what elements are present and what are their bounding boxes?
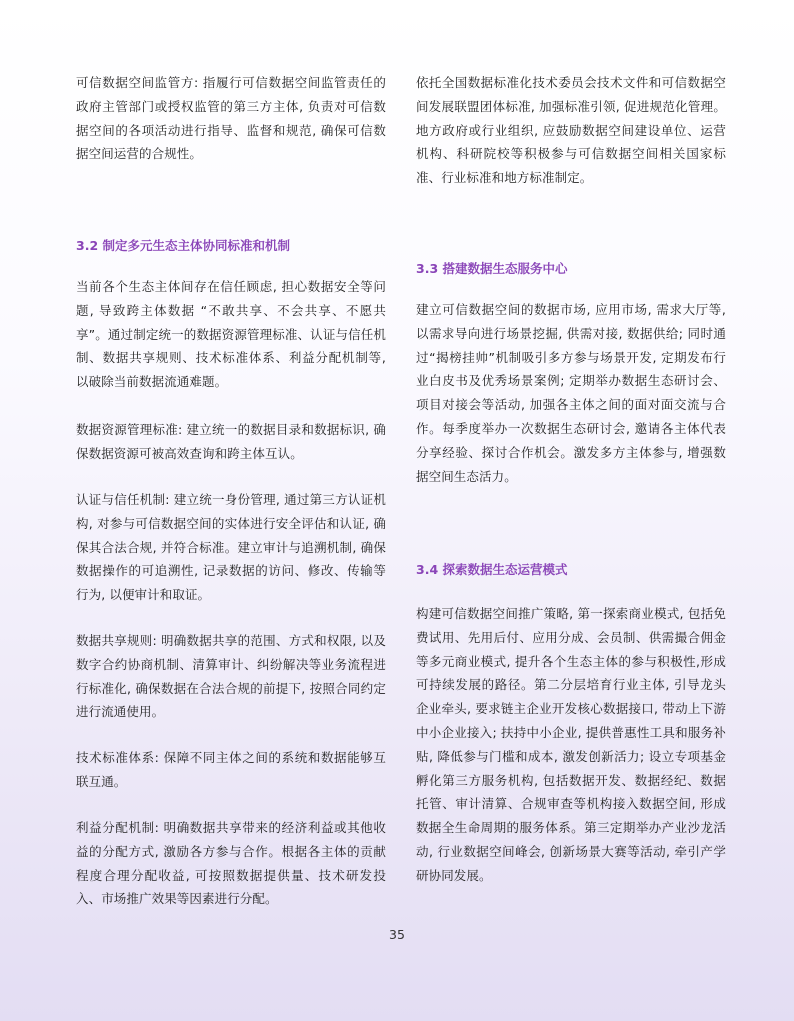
paragraph-operation-model: 构建可信数据空间推广策略, 第一探索商业模式, 包括免费试用、先用后付、应用分成、会员制、供需撮合佣金等多元商业模式, 提升各个生态主体的参与积极性,形成可持续发展的路径。第二分层培育行业主体, 引导龙头企业牵头, 要求链主企业开发核心数据接口, 带动上下游中小企业接入; 扶持中小企业, 提供普惠性工具和服务补贴, 降低参与门槛和成本, 激发创新活力; 设立专项基金孵化第三方服务机构, 包括数据开发、数据经纪、数据托管、审计清算、合规审查等机构接入数据空间, 形成数据全生命周期的服务体系。第三定期举办产业沙龙活动, 行业数据空间峰会, 创新场景大赛等活动, 牵引产学研协同发展。 [416, 606, 726, 883]
paragraph-resource-standard: 数据资源管理标准: 建立统一的数据目录和数据标识, 确保数据资源可被高效查询和跨主体互认。 [76, 422, 386, 461]
page-number: 35 [389, 927, 405, 942]
paragraph-benefit-distribution: 利益分配机制: 明确数据共享带来的经济利益或其他收益的分配方式, 激励各方参与合作。根据各主体的贡献程度合理分配收益, 可按照数据提供量、技术研发投入、市场推广效果等因素进行分配。 [76, 820, 386, 907]
section-3-4-heading: 3.4 探索数据生态运营模式 [416, 562, 568, 577]
paragraph-service-center: 建立可信数据空间的数据市场, 应用市场, 需求大厅等, 以需求导向进行场景挖掘, 供需对接, 数据供给; 同时通过“揭榜挂帅”机制吸引多方参与场景开发, 定期发布行业白皮书及优秀场景案例; 定期举办数据生态研讨会、项目对接会等活动, 加强各主体之间的面对面交流与合作。每季度举办一次数据生态研讨会, 邀请各主体代表分享经验、探讨合作机会。激发多方主体参与, 增强数据空间生态活力。 [416, 302, 726, 484]
paragraph-tech-standards: 技术标准体系: 保障不同主体之间的系统和数据能够互联互通。 [76, 750, 386, 789]
paragraph-intro: 当前各个生态主体间存在信任顾虑, 担心数据安全等问题, 导致跨主体数据 “不敢共享、不会共享、不愿共享”。通过制定统一的数据资源管理标准、认证与信任机制、数据共享规则、技术标准体系、利益分配机制等, 以破除当前数据流通难题。 [76, 279, 386, 390]
paragraph-supervisor: 可信数据空间监管方: 指履行可信数据空间监管责任的政府主管部门或授权监管的第三方主体, 负责对可信数据空间的各项活动进行指导、监督和规范, 确保可信数据空间运营的合规性。 [76, 75, 386, 162]
paragraph-auth-mechanism: 认证与信任机制: 建立统一身份管理, 通过第三方认证机构, 对参与可信数据空间的实体进行安全评估和认证, 确保其合法合规, 并符合标准。建立审计与追溯机制, 确保数据操作的可追溯性, 记录数据的访问、修改、传输等行为, 以便审计和取证。 [76, 492, 386, 603]
paragraph-sharing-rules: 数据共享规则: 明确数据共享的范围、方式和权限, 以及数字合约协商机制、清算审计、纠纷解决等业务流程进行标准化, 确保数据在合法合规的前提下, 按照合同约定进行流通使用。 [76, 633, 386, 720]
section-3-3-heading: 3.3 搭建数据生态服务中心 [416, 261, 568, 276]
section-3-2-heading: 3.2 制定多元生态主体协同标准和机制 [76, 238, 290, 253]
paragraph-standards-guidance: 依托全国数据标准化技术委员会技术文件和可信数据空间发展联盟团体标准, 加强标准引领, 促进规范化管理。地方政府或行业组织, 应鼓励数据空间建设单位、运营机构、科研院校等积极参与可信数据空间相关国家标准、行业标准和地方标准制定。 [416, 75, 726, 186]
